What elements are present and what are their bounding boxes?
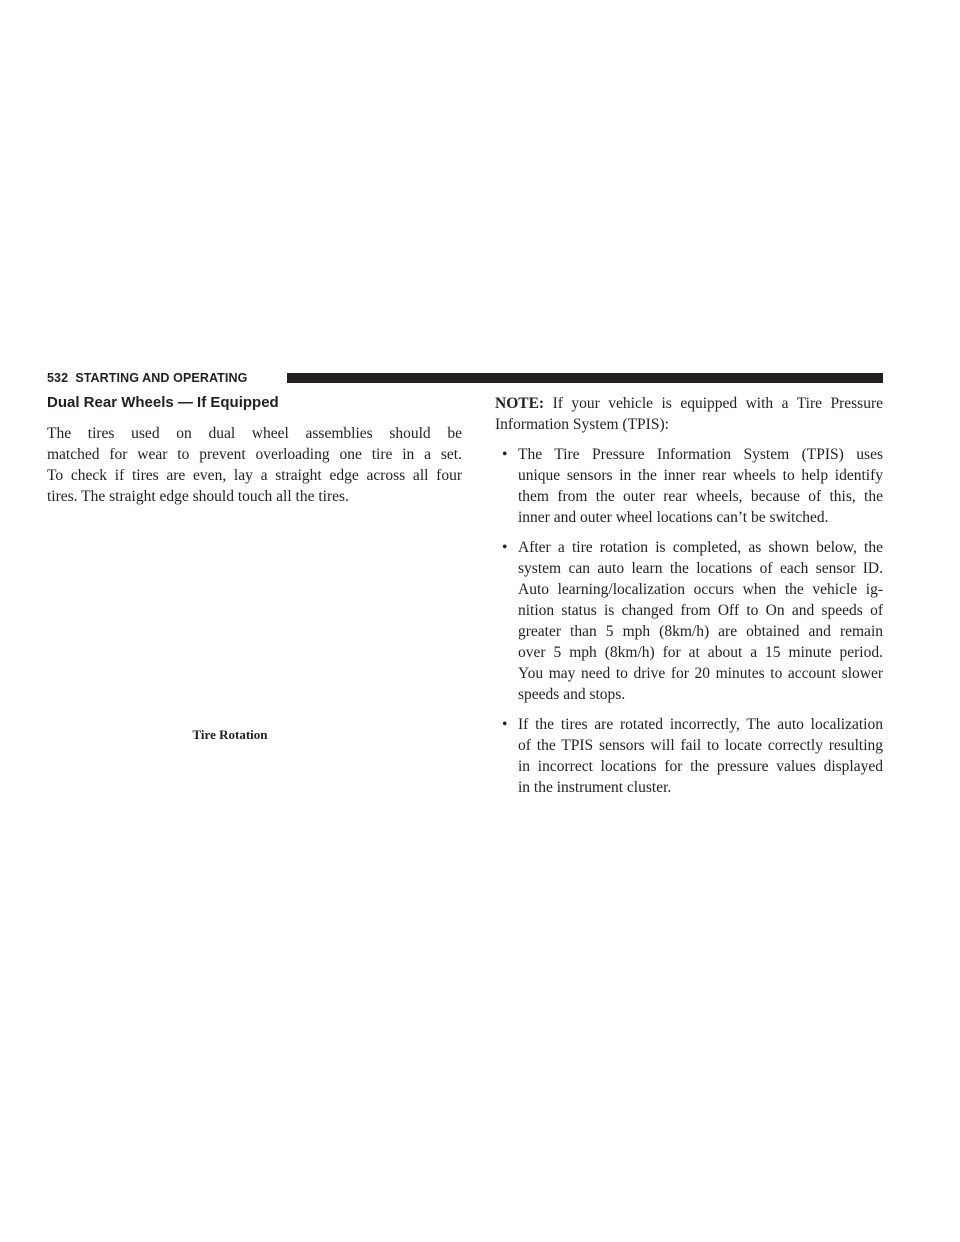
note-label: NOTE: xyxy=(495,395,545,412)
paragraph-line: matched for wear to prevent overloading one tire in a set. xyxy=(47,446,462,463)
bullet-line: in the instrument cluster. xyxy=(518,779,672,796)
page-number: 532 xyxy=(47,371,69,385)
bullet-line: over 5 mph (8km/h) for at about a 15 minute period. xyxy=(518,644,883,661)
bullet-line: You may need to drive for 20 minutes to account slower xyxy=(518,665,883,682)
bullet-line: greater than 5 mph (8km/h) are obtained and remain xyxy=(518,623,883,640)
bullet-line: If the tires are rotated incorrectly, The auto localization xyxy=(518,716,883,733)
note-line xyxy=(495,393,883,414)
bullet-line: inner and outer wheel locations can’t be switched. xyxy=(518,509,829,526)
bullet-line: in incorrect locations for the pressure values displayed xyxy=(518,758,883,775)
bullet-line: nition status is changed from Off to On and speeds of xyxy=(518,602,883,619)
left-column xyxy=(47,393,462,507)
bullet-icon: • xyxy=(502,446,508,463)
paragraph-line: The tires used on dual wheel assemblies should be xyxy=(47,425,462,442)
note-text: If your vehicle is equipped with a Tire Pressure xyxy=(544,395,883,412)
bullet-line: them from the outer rear wheels, because of this, the xyxy=(518,488,883,505)
bullet-line: unique sensors in the inner rear wheels to help identify xyxy=(518,467,883,484)
section-title: Dual Rear Wheels — If Equipped xyxy=(47,394,279,411)
bullet-item xyxy=(495,537,883,705)
bullet-line: The Tire Pressure Information System (TPIS) uses xyxy=(518,446,883,463)
bullet-item xyxy=(495,714,883,798)
tire-rotation-figure-area xyxy=(47,505,462,725)
header-text xyxy=(47,371,247,385)
section-name: STARTING AND OPERATING xyxy=(75,371,248,385)
running-header xyxy=(47,371,883,385)
bullet-line: After a tire rotation is completed, as shown below, the xyxy=(518,539,883,556)
bullet-line: Auto learning/localization occurs when the vehicle ig- xyxy=(518,581,883,598)
bullet-icon: • xyxy=(502,716,508,733)
note-line: Information System (TPIS): xyxy=(495,416,669,433)
bullet-item xyxy=(495,444,883,528)
paragraph-line: tires. The straight edge should touch all the tires. xyxy=(47,488,349,505)
right-column xyxy=(495,393,883,807)
note-paragraph xyxy=(495,393,883,435)
figure-caption: Tire Rotation xyxy=(192,727,268,742)
bullet-line: speeds and stops. xyxy=(518,686,626,703)
paragraph-line: To check if tires are even, lay a straight edge across all four xyxy=(47,467,462,484)
bullet-icon: • xyxy=(502,539,508,556)
bullet-line: system can auto learn the locations of each sensor ID. xyxy=(518,560,883,577)
bullet-line: of the TPIS sensors will fail to locate correctly resulting xyxy=(518,737,883,754)
intro-paragraph xyxy=(47,423,462,507)
header-rule-bar xyxy=(287,373,883,383)
